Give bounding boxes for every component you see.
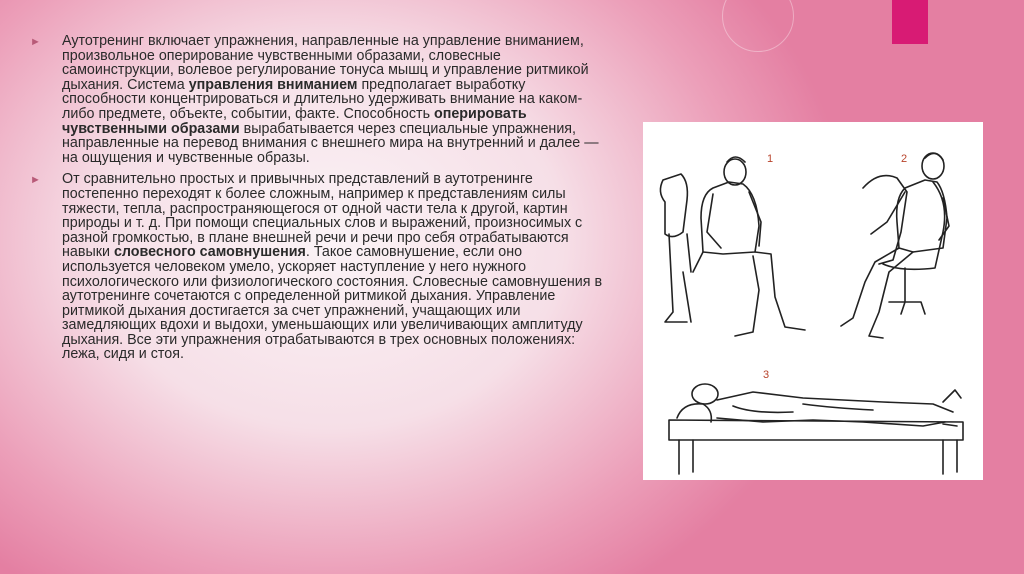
text-segment: От сравнительно простых и привычных представлений в аутотренинге постепенно переходят к более сложным, например к представлениям силы тяжести, тепла, распространяющегося от одной части тела к другой, картин природы и т. д. При помощи специальных слов и выражений, произносимых с разной громкостью, в плане внешней речи и речи про себя отрабатываются навыки [62,171,583,261]
text-segment: . Такое самовнушение, если оно используется человеком умело, ускоряет наступление у него нужного психологического или физиологического состояния. Словесные самовнушения в аутотренинге сочетаются с определенной ритмикой дыхания. Управление ритмикой дыхания достигается за счет упражнений, учащающих или замедляющих вдохи и выдохи, уменьшающих или увеличивающих амплитуду дыхания. Все эти упражнения отрабатываются в трех основных положениях: лежа, сидя и стоя. [62,244,603,363]
lying-figure [669,384,963,474]
arrow-bullet-icon: ► [30,174,41,187]
paragraph-1-content [62,33,599,166]
figure-label-1: 1 [767,153,774,165]
decorative-arc [722,0,794,52]
text-segment: вырабатывается через специальные упражнения, направленные на перевод внимания с внешнего мира на внутренний и далее — на ощущения и чувственные образы. [62,120,599,166]
relaxation-postures-illustration [643,122,983,480]
arrow-bullet-icon: ► [30,36,41,48]
bold-term: словесного самовнушения [113,244,306,261]
seated-figure-reclining [841,153,949,338]
paragraph-2-content [62,171,602,362]
figure-label-2: 2 [901,153,908,165]
figure-label-3: 3 [763,369,770,381]
text-segment: Аутотренинг включает упражнения, направленные на управление вниманием, произвольное оперирование чувственными образами, словесные самоинструкции, волевое регулирование тонуса мышц и управление ритмикой дыхания. Система [62,33,589,93]
paragraph-1 [30,34,605,165]
seated-figure-bowed [660,157,805,336]
body-text [30,34,605,369]
decorative-ribbon [892,0,928,44]
paragraph-2 [30,172,605,362]
text-segment: предполагает выработку способности концентрироваться и длительно удерживать внимание на каком-либо предмете, объекте, событии, факте. Способность [62,76,583,122]
bold-term: оперировать чувственными образами [62,105,527,137]
bold-term: управления вниманием [188,76,358,93]
postures-drawing [643,122,983,480]
